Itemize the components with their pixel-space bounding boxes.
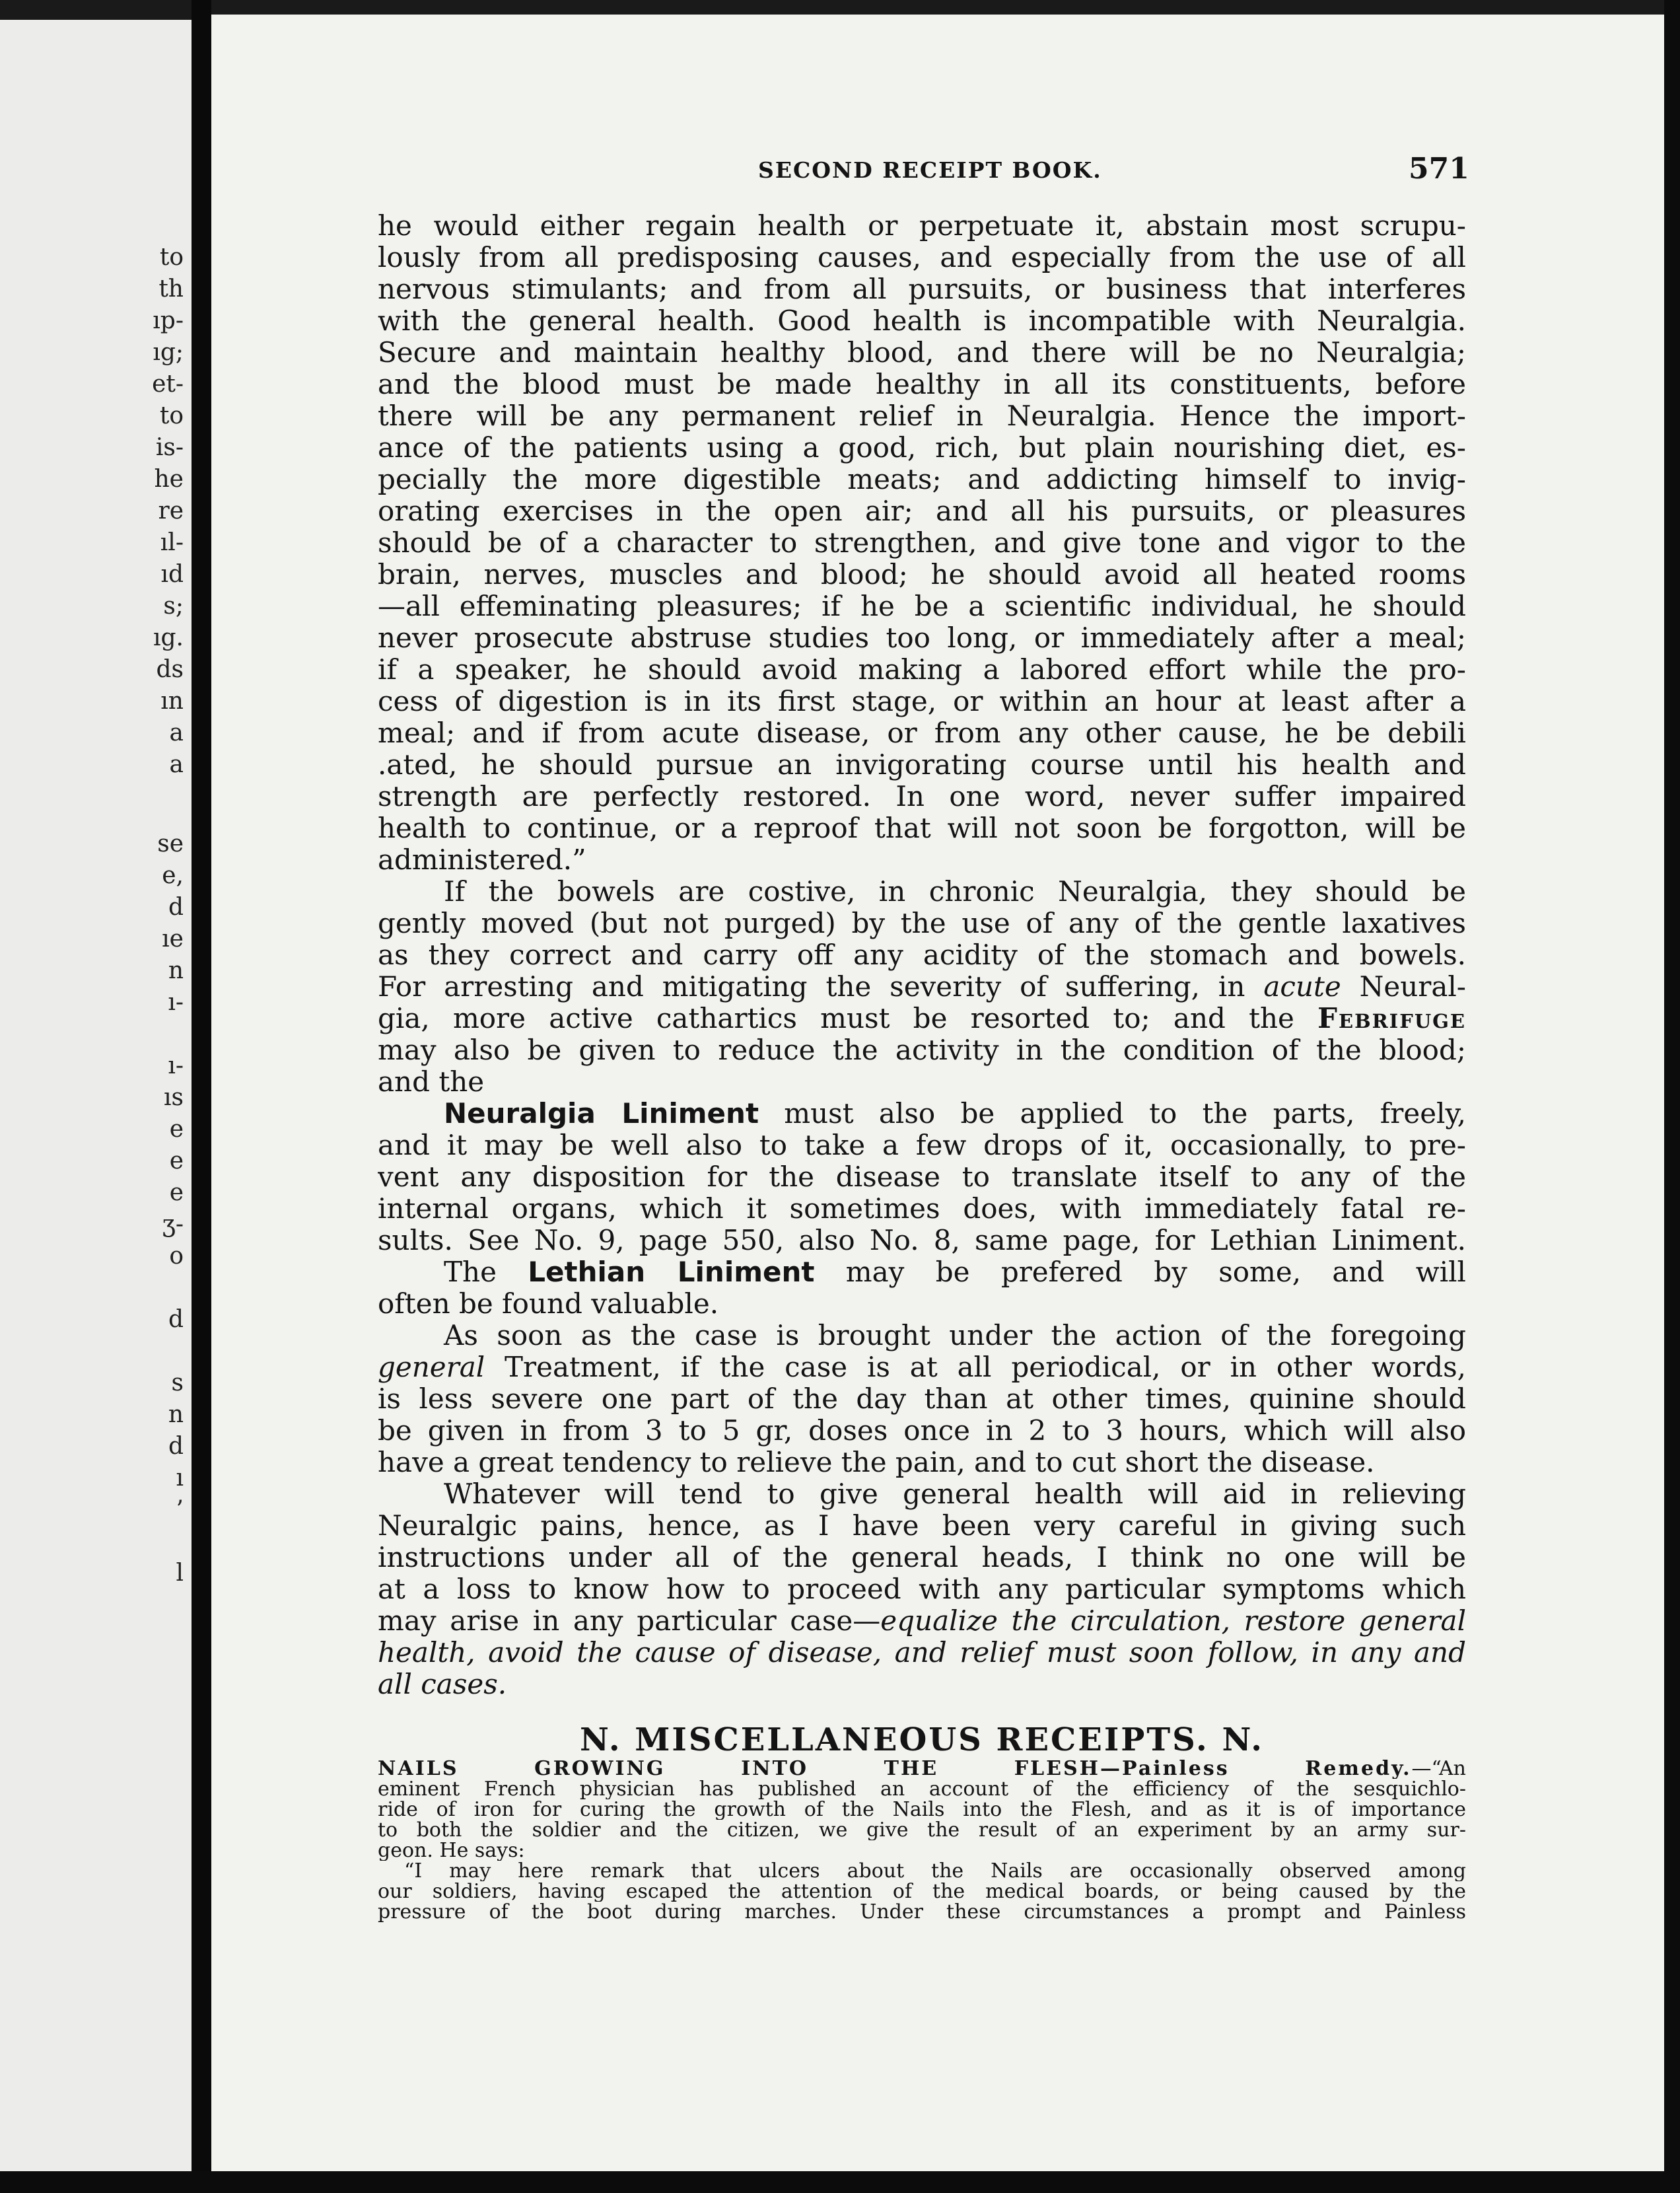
facing-page-fragment: l xyxy=(176,1560,184,1587)
text-line: health, avoid the cause of disease, and relief must soon follow, in any and xyxy=(378,1637,1466,1669)
facing-page-fragment: e xyxy=(169,1147,184,1174)
facing-page-fragment: to xyxy=(159,244,184,271)
text-line: and the blood must be made healthy in all its constituents, before xyxy=(378,369,1466,400)
running-head: SECOND RECEIPT BOOK. xyxy=(758,157,1102,183)
facing-page-fragment: s xyxy=(171,1369,184,1396)
text-line: Whatever will tend to give general health will aid in relieving xyxy=(444,1478,1466,1510)
text-line: never prosecute abstruse studies too long, or immediately after a meal; xyxy=(378,622,1466,654)
facing-page-fragment: n xyxy=(168,957,184,984)
text-line: is less severe one part of the day than at other times, quinine should xyxy=(378,1383,1466,1415)
text-line: ride of iron for curing the growth of the Nails into the Flesh, and as it is of importance xyxy=(378,1799,1466,1820)
text-line: our soldiers, having escaped the attention of the medical boards, or being caused by the xyxy=(378,1881,1466,1902)
facing-page-fragment: ıs xyxy=(164,1084,184,1111)
facing-page-fragment: e xyxy=(169,1179,184,1206)
facing-page-fragment: he xyxy=(154,466,184,493)
facing-page-fragment: ʒ- xyxy=(162,1211,184,1238)
receipt-subheading: NAILS GROWING INTO THE FLESH—Painless Remedy. xyxy=(378,1758,1412,1779)
text-line: —all effeminating pleasures; if he be a scientific individual, he should xyxy=(378,591,1466,622)
text-line: vent any disposition for the disease to translate itself to any of the xyxy=(378,1161,1466,1193)
facing-page-fragment: to xyxy=(159,402,184,429)
text-line: if a speaker, he should avoid making a labored effort while the pro- xyxy=(378,654,1466,686)
facing-page-fragment: ıl- xyxy=(160,529,184,556)
text-line xyxy=(378,1758,1466,1779)
text-line: nervous stimulants; and from all pursuits, or business that interferes xyxy=(378,273,1466,305)
text-line: sults. See No. 9, page 550, also No. 8, same page, for Lethian Liniment. xyxy=(378,1225,1466,1256)
text-line: often be found valuable. xyxy=(378,1288,719,1320)
text-line xyxy=(378,1256,1466,1288)
italic-run: equalize the circulation, restore general xyxy=(880,1605,1466,1637)
book-gutter xyxy=(192,0,211,2193)
facing-page-fragment: ds xyxy=(156,656,184,683)
text-run: For arresting and mitigating the severity of suffering, in xyxy=(378,971,1264,1003)
facing-page-fragment: ıp- xyxy=(153,307,184,334)
text-line xyxy=(378,1351,1466,1383)
text-line xyxy=(378,1605,1466,1637)
text-line: lously from all predisposing causes, and especially from the use of all xyxy=(378,242,1466,273)
text-line: should be of a character to strengthen, and give tone and vigor to the xyxy=(378,527,1466,559)
facing-page-fragment: ı- xyxy=(168,989,184,1016)
text-line: to both the soldier and the citizen, we give the result of an experiment by an army sur- xyxy=(378,1820,1466,1840)
text-line xyxy=(378,1003,1466,1034)
text-line: and it may be well also to take a few drops of it, occasionally, to pre- xyxy=(378,1130,1466,1161)
text-run: may be prefered by some, and will xyxy=(814,1256,1466,1288)
text-line xyxy=(378,1098,1466,1130)
text-run: must also be applied to the parts, freely, xyxy=(759,1098,1466,1130)
text-line: eminent French physician has published an account of the efficiency of the sesquichlo- xyxy=(378,1779,1466,1799)
text-line: gently moved (but not purged) by the use of any of the gentle laxatives xyxy=(378,908,1466,939)
main-text xyxy=(378,210,1466,1700)
section-heading: N. MISCELLANEOUS RECEIPTS. N. xyxy=(580,1721,1264,1758)
facing-page-fragment: d xyxy=(168,1306,184,1333)
text-run: gia, more active cathartics must be resorted to; and the xyxy=(378,1003,1318,1034)
text-line: health to continue, or a reproof that will not soon be forgotton, will be xyxy=(378,812,1466,844)
text-line: meal; and if from acute disease, or from any other cause, he be debili xyxy=(378,717,1466,749)
italic-term-general: general xyxy=(378,1351,485,1383)
facing-page-fragment: ın xyxy=(160,688,184,715)
text-line: be given in from 3 to 5 gr, doses once in 2 to 3 hours, which will also xyxy=(378,1415,1466,1447)
page-bottom-edge xyxy=(0,2171,1680,2193)
facing-page-fragment: th xyxy=(158,275,184,303)
text-line: geon. He says: xyxy=(378,1840,525,1861)
text-line: Secure and maintain healthy blood, and there will be no Neuralgia; xyxy=(378,337,1466,369)
facing-page-fragment: is- xyxy=(155,434,184,461)
text-line: strength are perfectly restored. In one word, never suffer impaired xyxy=(378,781,1466,812)
facing-page-fragment: et- xyxy=(152,371,184,398)
facing-page-fragment: ı- xyxy=(168,1052,184,1079)
facing-page-fragment: e xyxy=(169,1116,184,1143)
text-line: brain, nerves, muscles and blood; he should avoid all heated rooms xyxy=(378,559,1466,591)
neuralgia-liniment-term: Neuralgia Liniment xyxy=(444,1098,759,1130)
facing-page-fragment: n xyxy=(168,1401,184,1428)
facing-page-fragment: d xyxy=(168,1433,184,1460)
facing-page-fragment: ıg. xyxy=(153,624,184,651)
text-line: cess of digestion is in its first stage, or within an hour at least after a xyxy=(378,686,1466,717)
febrifuge-term: Febrifuge xyxy=(1317,1003,1466,1034)
text-run: may arise in any particular case— xyxy=(378,1605,881,1637)
text-line: ance of the patients using a good, rich, but plain nourishing diet, es- xyxy=(378,432,1466,464)
text-line: As soon as the case is brought under the action of the foregoing xyxy=(444,1320,1466,1351)
facing-page-fragment: ıe xyxy=(162,925,184,953)
facing-page-fragment: o xyxy=(169,1242,184,1270)
facing-page-fragment: ıg; xyxy=(153,339,184,366)
text-run: Treatment, if the case is at all periodical, or in other words, xyxy=(485,1351,1466,1383)
text-line: he would either regain health or perpetuate it, abstain most scrupu- xyxy=(378,210,1466,242)
facing-page-fragment: e, xyxy=(162,862,184,889)
text-line: administered.” xyxy=(378,844,586,876)
text-line xyxy=(378,971,1466,1003)
text-line: Neuralgic pains, hence, as I have been very careful in giving such xyxy=(378,1510,1466,1542)
text-run: The xyxy=(444,1256,528,1288)
text-line: and the xyxy=(378,1066,485,1098)
text-line: as they correct and carry off any acidity of the stomach and bowels. xyxy=(378,939,1466,971)
text-line: pecially the more digestible meats; and addicting himself to invig- xyxy=(378,464,1466,495)
facing-page-fragment: ı xyxy=(176,1464,184,1492)
text-line: orating exercises in the open air; and all his pursuits, or pleasures xyxy=(378,495,1466,527)
facing-page-fragment: ıd xyxy=(160,561,184,588)
facing-page-fragment: a xyxy=(169,751,184,778)
text-line: If the bowels are costive, in chronic Neuralgia, they should be xyxy=(444,876,1466,908)
facing-page-fragment: s; xyxy=(163,593,184,620)
text-line: with the general health. Good health is incompatible with Neuralgia. xyxy=(378,305,1466,337)
facing-page-fragment: d xyxy=(168,894,184,921)
text-line: instructions under all of the general heads, I think no one will be xyxy=(378,1542,1466,1573)
text-line: internal organs, which it sometimes does, with immediately fatal re- xyxy=(378,1193,1466,1225)
text-run: Neural- xyxy=(1341,971,1466,1003)
facing-page-fragment: ’ xyxy=(176,1496,184,1523)
text-line: have a great tendency to relieve the pain, and to cut short the disease. xyxy=(378,1447,1375,1478)
text-line: .ated, he should pursue an invigorating course until his health and xyxy=(378,749,1466,781)
text-line: at a loss to know how to proceed with any particular symptoms which xyxy=(378,1573,1466,1605)
receipt-text xyxy=(378,1758,1466,1922)
text-line: there will be any permanent relief in Neuralgia. Hence the import- xyxy=(378,400,1466,432)
italic-term-acute: acute xyxy=(1263,971,1341,1003)
page-number: 571 xyxy=(1409,152,1469,186)
facing-page-fragment: re xyxy=(158,497,184,524)
text-line: “I may here remark that ulcers about the Nails are occasionally observed among xyxy=(404,1861,1466,1881)
facing-page-fragment: a xyxy=(169,719,184,746)
lethian-liniment-term: Lethian Liniment xyxy=(528,1256,815,1288)
text-line: all cases. xyxy=(378,1669,507,1700)
text-run: —“An xyxy=(1411,1758,1466,1779)
text-line: pressure of the boot during marches. Under these circumstances a prompt and Painless xyxy=(378,1902,1466,1922)
facing-page-fragment: se xyxy=(157,830,184,857)
page-right-edge xyxy=(1664,0,1680,2193)
text-line: may also be given to reduce the activity in the condition of the blood; xyxy=(378,1034,1466,1066)
facing-page-edge xyxy=(0,20,192,2193)
